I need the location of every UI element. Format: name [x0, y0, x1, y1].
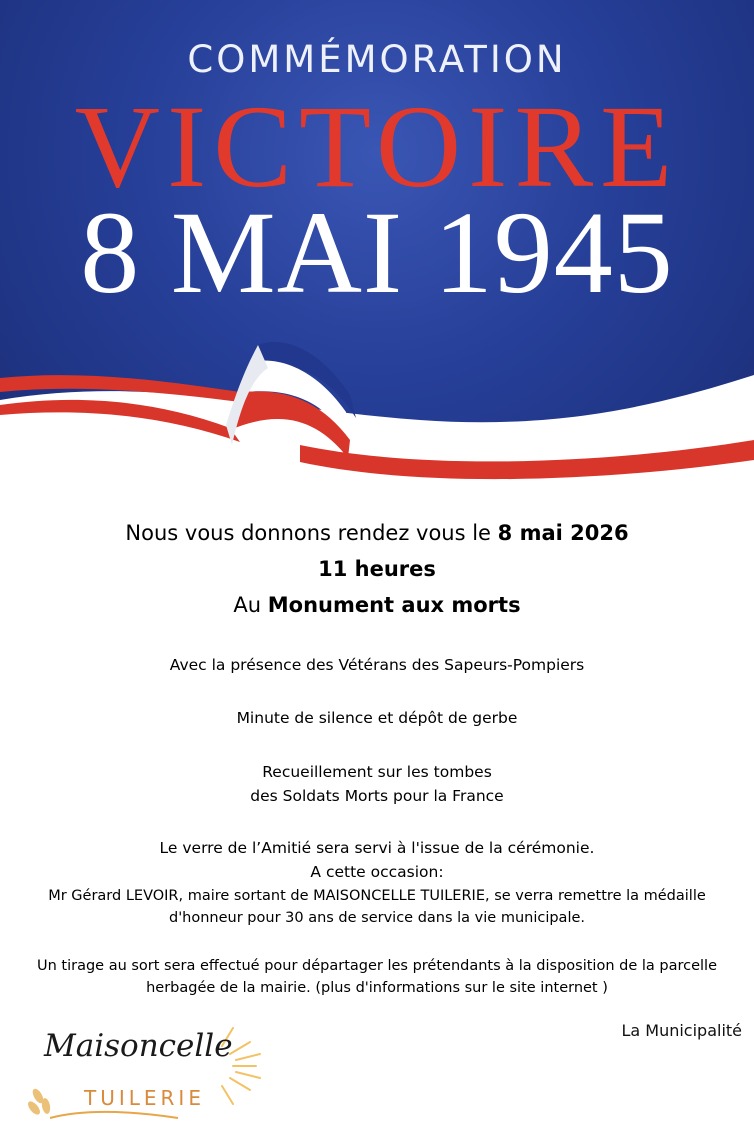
- minute-silence-text: Minute de silence et dépôt de gerbe: [236, 709, 518, 727]
- headline-location: [0, 590, 754, 620]
- tirage-line-2: herbagée de la mairie. (plus d'informations sur le site internet ): [146, 980, 608, 996]
- verre-amitie-line-2: A cette occasion:: [310, 863, 444, 881]
- recueillement-line-1: Recueillement sur les tombes: [262, 763, 492, 781]
- maisoncelle-logo: [28, 1026, 268, 1126]
- veterans-text: Avec la présence des Vétérans des Sapeurs-Pompiers: [169, 656, 585, 674]
- medaille-line-1: Mr Gérard LEVOIR, maire sortant de MAISONCELLE TUILERIE, se verra remettre la médaille: [48, 888, 706, 904]
- banner-date: 8 MAI 1945: [80, 187, 674, 318]
- logo-script-text: Maisoncelle: [44, 1028, 233, 1064]
- logo-subtitle: TUILERIE: [84, 1086, 205, 1110]
- medaille-line-2: d'honneur pour 30 ans de service dans la vie municipale.: [168, 910, 586, 926]
- wheat-icon: [28, 1087, 51, 1117]
- location-name: Monument aux morts: [267, 593, 521, 617]
- headline-time: 11 heures: [318, 557, 436, 581]
- tirage-line-1: Un tirage au sort sera effectué pour départager les prétendants à la disposition de la parcelle: [36, 958, 717, 974]
- verre-amitie-line-1: Le verre de l’Amitié sera servi à l'issue de la cérémonie.: [159, 839, 595, 857]
- banner-title-victoire: VICTOIRE: [74, 81, 680, 212]
- commemoration-banner: [0, 0, 754, 512]
- banner-title-commemoration: COMMÉMORATION: [187, 38, 567, 81]
- recueillement-line-2: des Soldats Morts pour la France: [250, 787, 504, 805]
- headline-rendezvous: [0, 518, 754, 548]
- signature-municipalite: La Municipalité: [621, 1021, 742, 1040]
- headline-date: 8 mai 2026: [497, 521, 629, 545]
- headline-prefix: Nous vous donnons rendez vous le: [125, 521, 498, 545]
- location-prefix: Au: [233, 593, 268, 617]
